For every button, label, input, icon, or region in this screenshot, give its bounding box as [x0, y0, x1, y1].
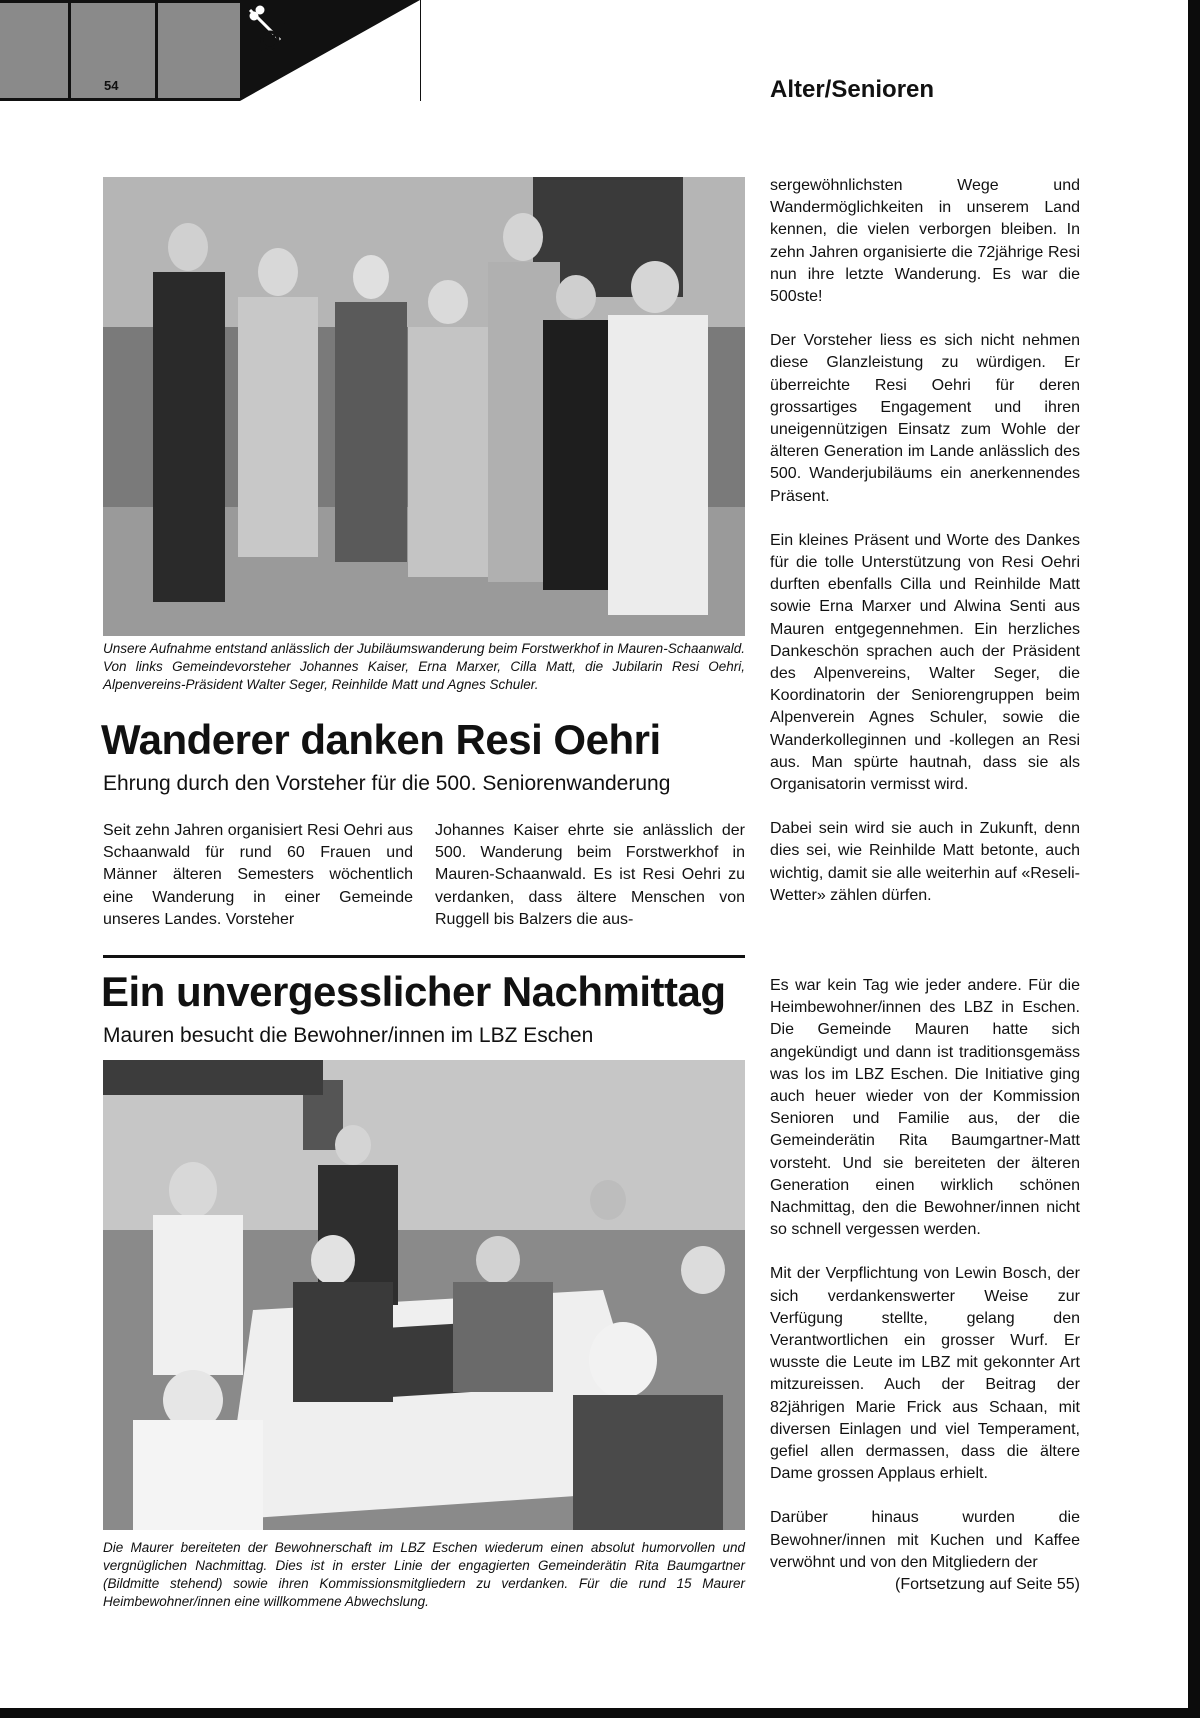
paragraph: Ein kleines Präsent und Worte des Dankes für die tolle Unterstützung von Resi Oehri durften ebenfalls Cilla und Reinhilde Matt sowie Erna Marxer und Alwina Senti aus Mauren entgegennehmen. Ein herzliches Dankeschön sprachen auch der Präsident des Alpenvereins, Walter Seger, die Koordinatorin der Seniorengruppen beim Alpenverein Agnes Schuler, sowie die Wanderkolleginnen und -kollegen an Resi aus. Man spürte hautnah, dass sie als Organisatorin vermisst wird. — [770, 531, 1080, 794]
article-body-column — [770, 175, 1080, 929]
paragraph: Der Vorsteher liess es sich nicht nehmen diese Glanzleistung zu würdigen. Er überreichte Resi Oehri für deren grossartiges Engagement und ihren uneigennützigen Einsatz zum Wohle der älteren Generation im Lande anlässlich des 500. Wanderjubiläums ein anerkennendes Präsent. — [770, 332, 1080, 505]
lbz-eschen-photo — [103, 1060, 745, 1530]
paragraph: Mit der Verpflichtung von Lewin Bosch, der sich verdankenswerter Weise zur Verfügung stellte, gelang den Verantwortlichen ein grosser Wurf. Er wusste die Leute im LBZ mit gekonnter Art mitzureissen. Auch der Beitrag der 82jährigen Marie Frick aus Schaan, mit diversen Einlagen und viel Temperament, gefiel allen dermassen, dass die ältere Dame grossen Applaus erhielt. — [770, 1265, 1080, 1483]
article-subheadline: Ehrung durch den Vorsteher für die 500. Seniorenwanderung — [103, 772, 671, 795]
article-body-column — [770, 975, 1080, 1596]
continuation-note: (Fortsetzung auf Seite 55) — [895, 1576, 1080, 1594]
paragraph: Johannes Kaiser ehrte sie anlässlich der 500. Wanderung beim Forstwerkhof in Mauren-Schaanwald. Es ist Resi Oehri zu verdanken, dass ältere Menschen von Ruggell bis Balzers die aus- — [435, 822, 745, 928]
photo-caption: Die Maurer bereiteten der Bewohnerschaft im LBZ Eschen wiederum einen absolut humorvollen und vergnüglichen Nachmittag. Dies ist in erster Linie der engagierten Gemeinderätin Rita Baumgartner (Bildmitte stehend) sowie ihren Kommissionsmitgliedern zu verdanken. Für die rund 15 Maurer Heimbewohner/innen eine willkommene Abwechslung. — [103, 1540, 745, 1609]
section-divider — [103, 955, 745, 958]
article-headline: Wanderer danken Resi Oehri — [101, 716, 661, 763]
paragraph: Dabei sein wird sie auch in Zukunft, denn dies sei, wie Reinhilde Matt betonte, auch wichtig, damit sie alle weiterhin auf «Reseli-Wetter» zählen dürfen. — [770, 820, 1080, 904]
paragraph: Seit zehn Jahren organisiert Resi Oehri aus Schaanwald für rund 60 Frauen und Männer älteren Semesters wöchentlich eine Wanderung in einer Gemeinde unseres Landes. Vorsteher — [103, 822, 413, 928]
header-divider — [68, 0, 71, 101]
paragraph: Es war kein Tag wie jeder andere. Für die Heimbewohner/innen des LBZ in Eschen. Die Gemeinde Mauren hatte sich angekündigt und dann ist traditionsgemäss was los im LBZ Eschen. Die Initiative ging auch heuer wieder von der Kommission Senioren und Familie aus, der die Gemeinderätin Rita Baumgartner-Matt vorsteht. Und sie bereiteten der älteren Generation einen wirklich schönen Nachmittag, den die Bewohner/innen nicht so schnell vergessen werden. — [770, 977, 1080, 1239]
article-subheadline: Mauren besucht die Bewohner/innen im LBZ Eschen — [103, 1024, 594, 1047]
scan-border-right — [1188, 0, 1200, 1718]
group-photo-hikers — [103, 177, 745, 636]
section-title: Alter/Senioren — [770, 76, 935, 103]
paragraph: Darüber hinaus wurden die Bewohner/innen mit Kuchen und Kaffee verwöhnt und von den Mitgliedern der — [770, 1509, 1080, 1571]
article-body-column — [103, 820, 413, 953]
scan-border-bottom — [0, 1708, 1200, 1718]
page-number: 54 — [104, 78, 119, 93]
article-body-column — [435, 820, 745, 953]
article-headline: Ein unvergesslicher Nachmittag — [101, 968, 726, 1015]
paragraph: sergewöhnlichsten Wege und Wandermöglichkeiten in unserem Land kennen, die vielen verborgen bleiben. In zehn Jahren organisierte die 72jährige Resi nun ihre letzte Wanderung. Es war die 500ste! — [770, 177, 1080, 306]
photo-caption: Unsere Aufnahme entstand anlässlich der Jubiläumswanderung beim Forstwerkhof in Mauren-Schaanwald. Von links Gemeindevorsteher Johannes Kaiser, Erna Marxer, Cilla Matt, die Jubilarin Resi Oehri, Alpenvereins-Präsident Walter Seger, Reinhilde Matt und Agnes Schuler. — [103, 641, 745, 692]
municipal-emblem-icon — [240, 0, 420, 101]
header-divider — [155, 0, 158, 101]
